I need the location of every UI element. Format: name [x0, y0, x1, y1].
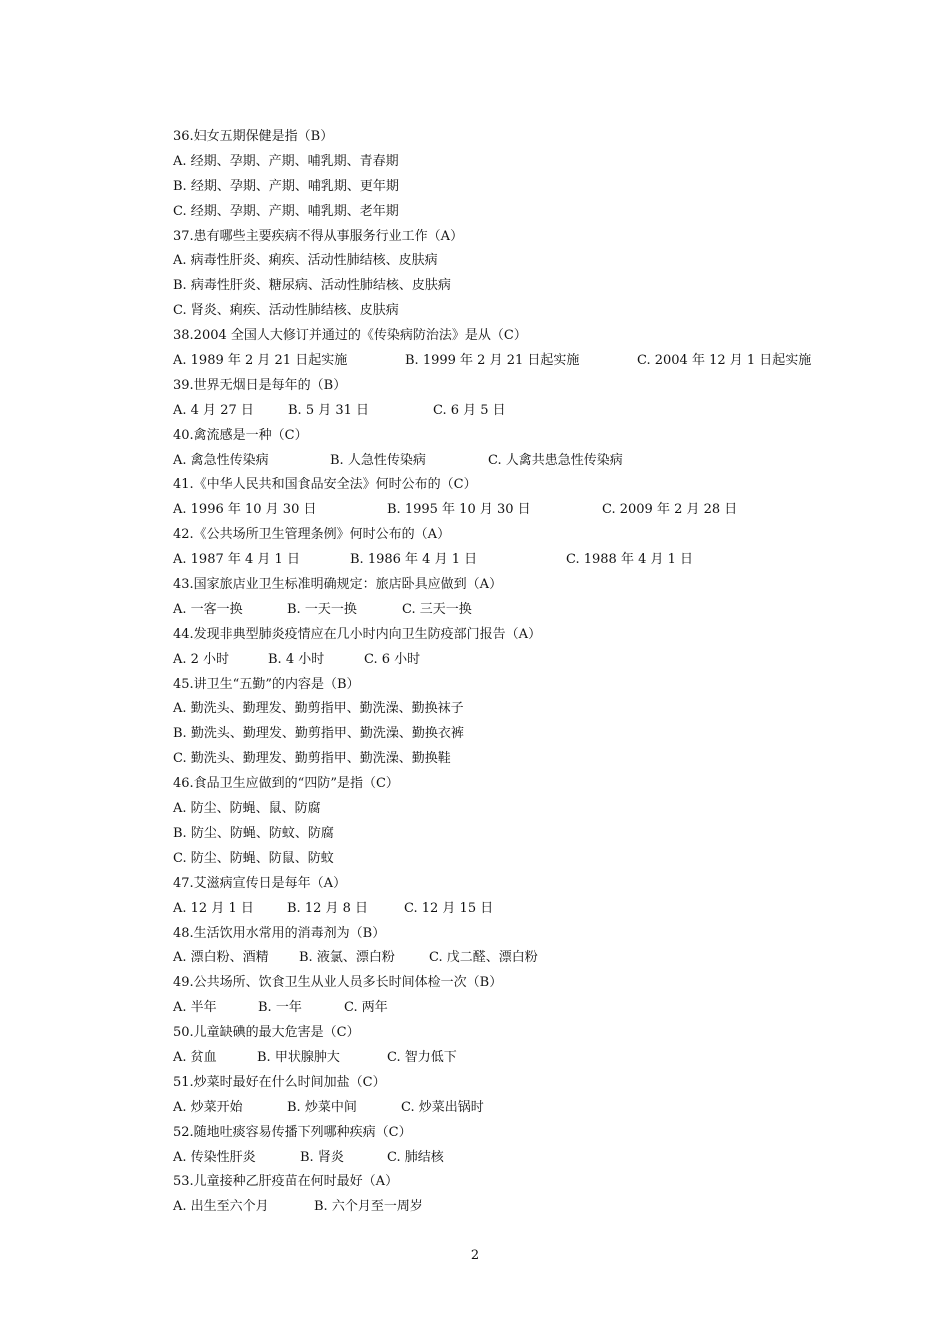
- text-line: [173, 125, 893, 150]
- option-text: B. 液氯、漂白粉: [299, 950, 395, 966]
- option-text: B. 肾炎: [300, 1149, 344, 1165]
- line-text: 48.生活饮用水常用的消毒剂为（B）: [173, 925, 386, 941]
- line-text: 50.儿童缺碘的最大危害是（C）: [173, 1025, 360, 1041]
- line-text: 45.讲卫生“五勤”的内容是（B）: [173, 676, 360, 692]
- option-text: C. 肺结核: [387, 1149, 444, 1165]
- option-row: [173, 946, 893, 971]
- option-row: [173, 1146, 893, 1171]
- text-line: [173, 175, 893, 200]
- option-text: B. 六个月至一周岁: [314, 1199, 423, 1215]
- option-text: B. 4 小时: [268, 651, 325, 667]
- line-text: 49.公共场所、饮食卫生从业人员多长时间体检一次（B）: [173, 975, 503, 991]
- option-text: A. 半年: [173, 1000, 217, 1016]
- option-row: [173, 349, 893, 374]
- option-text: B. 人急性传染病: [330, 452, 426, 468]
- line-text: B. 防尘、防蝇、防蚊、防腐: [173, 825, 334, 841]
- page-number: 2: [470, 1248, 480, 1263]
- text-line: [173, 299, 893, 324]
- line-text: 53.儿童接种乙肝疫苗在何时最好（A）: [173, 1174, 399, 1190]
- option-text: A. 漂白粉、酒精: [173, 950, 269, 966]
- text-line: [173, 150, 893, 175]
- option-text: A. 2 小时: [173, 651, 230, 667]
- option-text: C. 炒菜出锅时: [401, 1099, 484, 1115]
- option-text: A. 一客一换: [173, 601, 243, 617]
- line-text: 51.炒菜时最好在什么时间加盐（C）: [173, 1074, 386, 1090]
- line-text: 41.《中华人民共和国食品安全法》何时公布的（C）: [173, 477, 477, 493]
- option-text: C. 两年: [344, 1000, 388, 1016]
- option-text: B. 甲状腺肿大: [257, 1049, 340, 1065]
- option-text: C. 6 小时: [364, 651, 421, 667]
- text-line: [173, 573, 893, 598]
- option-text: C. 智力低下: [387, 1049, 457, 1065]
- line-text: A. 经期、孕期、产期、哺乳期、青春期: [173, 153, 399, 169]
- text-line: [173, 473, 893, 498]
- option-text: B. 1995 年 10 月 30 日: [387, 502, 531, 518]
- line-text: 43.国家旅店业卫生标准明确规定：旅店卧具应做到（A）: [173, 577, 503, 593]
- line-text: 38.2004 全国人大修订并通过的《传染病防治法》是从（C）: [173, 328, 527, 344]
- text-line: [173, 673, 893, 698]
- option-text: B. 1999 年 2 月 21 日起实施: [405, 353, 580, 369]
- option-row: [173, 598, 893, 623]
- line-text: A. 勤洗头、勤理发、勤剪指甲、勤洗澡、勤换袜子: [173, 701, 464, 717]
- line-text: C. 勤洗头、勤理发、勤剪指甲、勤洗澡、勤换鞋: [173, 751, 451, 767]
- text-line: [173, 747, 893, 772]
- option-row: [173, 897, 893, 922]
- line-text: 46.食品卫生应做到的“四防”是指（C）: [173, 776, 399, 792]
- line-text: 40.禽流感是一种（C）: [173, 427, 308, 443]
- text-line: [173, 623, 893, 648]
- option-text: A. 4 月 27 日: [173, 402, 254, 418]
- option-text: A. 1987 年 4 月 1 日: [173, 552, 300, 568]
- option-row: [173, 996, 893, 1021]
- text-line: [173, 822, 893, 847]
- text-line: [173, 872, 893, 897]
- option-text: A. 禽急性传染病: [173, 452, 269, 468]
- line-text: 37.患有哪些主要疾病不得从事服务行业工作（A）: [173, 228, 464, 244]
- line-text: B. 勤洗头、勤理发、勤剪指甲、勤洗澡、勤换衣裤: [173, 726, 464, 742]
- option-text: C. 戊二醛、漂白粉: [429, 950, 538, 966]
- text-line: [173, 1071, 893, 1096]
- text-line: [173, 523, 893, 548]
- option-text: A. 1996 年 10 月 30 日: [173, 502, 317, 518]
- text-line: [173, 971, 893, 996]
- text-line: [173, 249, 893, 274]
- option-text: C. 三天一换: [402, 601, 472, 617]
- option-row: [173, 548, 893, 573]
- line-text: 36.妇女五期保健是指（B）: [173, 129, 334, 144]
- text-line: [173, 200, 893, 225]
- text-line: [173, 697, 893, 722]
- option-text: A. 1989 年 2 月 21 日起实施: [173, 353, 348, 369]
- option-text: C. 2009 年 2 月 28 日: [602, 502, 738, 518]
- option-text: B. 一天一换: [287, 601, 357, 617]
- line-text: B. 经期、孕期、产期、哺乳期、更年期: [173, 178, 399, 194]
- option-text: A. 贫血: [173, 1049, 217, 1065]
- text-line: [173, 1170, 893, 1195]
- option-text: A. 12 月 1 日: [173, 900, 254, 916]
- line-text: 47.艾滋病宣传日是每年（A）: [173, 875, 347, 891]
- option-row: [173, 1096, 893, 1121]
- text-line: [173, 797, 893, 822]
- option-row: [173, 399, 893, 424]
- option-row: [173, 449, 893, 474]
- line-text: A. 防尘、防蝇、鼠、防腐: [173, 801, 321, 817]
- text-line: [173, 274, 893, 299]
- option-text: C. 6 月 5 日: [433, 402, 506, 418]
- option-text: A. 出生至六个月: [173, 1199, 269, 1215]
- option-text: B. 炒菜中间: [287, 1099, 357, 1115]
- text-line: [173, 1021, 893, 1046]
- line-text: 44.发现非典型肺炎疫情应在几小时内向卫生防疫部门报告（A）: [173, 626, 542, 642]
- option-text: C. 2004 年 12 月 1 日起实施: [637, 353, 812, 369]
- text-line: [173, 847, 893, 872]
- option-text: B. 12 月 8 日: [287, 900, 369, 916]
- text-line: [173, 722, 893, 747]
- option-text: B. 1986 年 4 月 1 日: [350, 552, 478, 568]
- option-row: [173, 1046, 893, 1071]
- text-line: [173, 424, 893, 449]
- option-row: [173, 648, 893, 673]
- line-text: C. 经期、孕期、产期、哺乳期、老年期: [173, 203, 399, 219]
- line-text: C. 肾炎、痢疾、活动性肺结核、皮肤病: [173, 303, 399, 319]
- line-text: 52.随地吐痰容易传播下列哪种疾病（C）: [173, 1124, 412, 1140]
- option-text: B. 5 月 31 日: [288, 402, 370, 418]
- option-text: A. 炒菜开始: [173, 1099, 243, 1115]
- text-line: [173, 324, 893, 349]
- line-text: A. 病毒性肝炎、痢疾、活动性肺结核、皮肤病: [173, 253, 438, 269]
- option-text: C. 1988 年 4 月 1 日: [566, 552, 694, 568]
- option-text: A. 传染性肝炎: [173, 1149, 256, 1165]
- line-text: C. 防尘、防蝇、防鼠、防蚊: [173, 850, 334, 866]
- option-text: C. 12 月 15 日: [404, 900, 494, 916]
- text-line: [173, 772, 893, 797]
- line-text: B. 病毒性肝炎、糖尿病、活动性肺结核、皮肤病: [173, 278, 451, 294]
- question-list: [173, 125, 893, 1220]
- line-text: 39.世界无烟日是每年的（B）: [173, 377, 347, 393]
- line-text: 42.《公共场所卫生管理条例》何时公布的（A）: [173, 527, 451, 543]
- option-text: C. 人禽共患急性传染病: [488, 452, 623, 468]
- text-line: [173, 922, 893, 947]
- text-line: [173, 1121, 893, 1146]
- option-row: [173, 498, 893, 523]
- option-text: B. 一年: [258, 1000, 302, 1016]
- text-line: [173, 225, 893, 250]
- text-line: [173, 374, 893, 399]
- option-row: [173, 1195, 893, 1220]
